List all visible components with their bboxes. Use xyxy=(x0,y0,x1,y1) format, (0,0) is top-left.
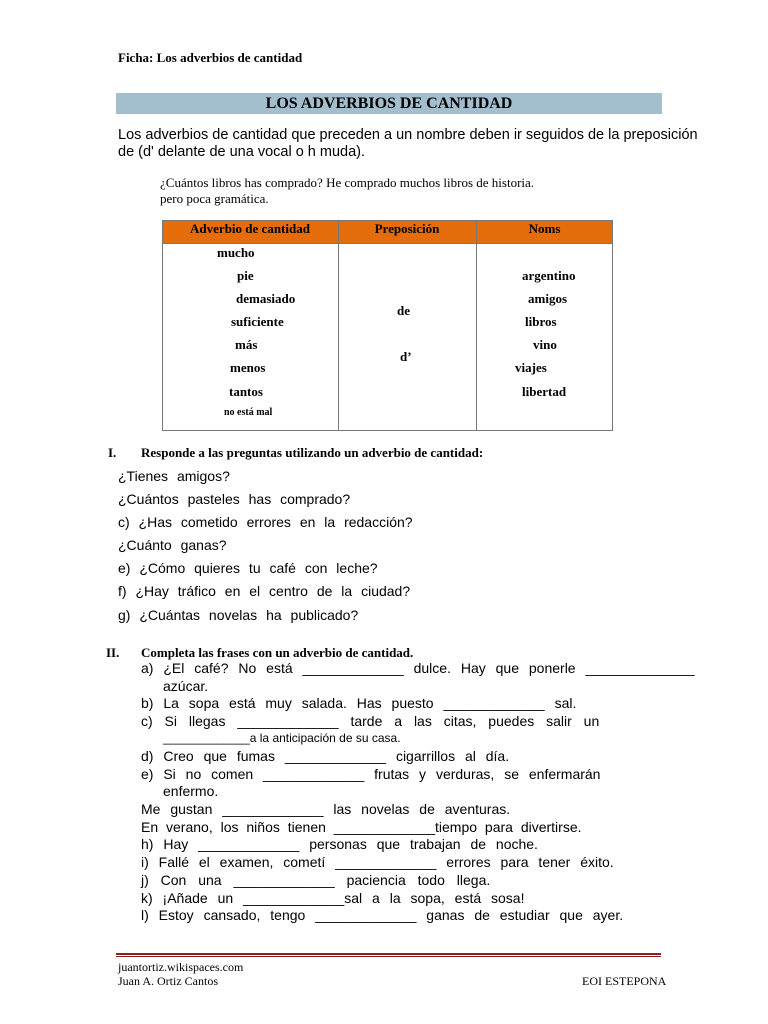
table-border-right xyxy=(612,220,613,431)
adverb-cell: suficiente xyxy=(231,314,284,329)
question-item: e) ¿Cómo quieres tu café con leche? xyxy=(118,560,378,576)
exercise-line: En verano, los niños tienen _____________tiempo para divertirse. xyxy=(141,819,582,835)
footer-site: juantortiz.wikispaces.com xyxy=(118,960,244,974)
header-adverb: Adverbio de cantidad xyxy=(162,220,338,243)
intro-paragraph: Los adverbios de cantidad que preceden a un nombre deben ir seguidos de la preposición de (d' delante de una vocal o h muda). xyxy=(118,127,698,160)
header-preposition: Preposición xyxy=(338,220,476,243)
preposition-cell: d’ xyxy=(400,349,412,364)
noun-cell: amigos xyxy=(528,291,567,306)
exercise-line: k) ¡Añade un _____________sal a la sopa, está sosa! xyxy=(141,890,525,906)
footer-rule-thin xyxy=(116,956,661,957)
exercise-line: c) Si llegas _____________ tarde a las citas, puedes salir un xyxy=(141,713,600,729)
footer-rule xyxy=(116,953,661,955)
noun-cell: libertad xyxy=(522,384,567,399)
adverb-cell: demasiado xyxy=(236,291,296,306)
exercise-line: b) La sopa está muy salada. Has puesto _____________ sal. xyxy=(141,695,577,711)
table-border-top xyxy=(162,220,613,221)
exercise-line: l) Estoy cansado, tengo _____________ ganas de estudiar que ayer. xyxy=(141,907,624,923)
footer-author: Juan A. Ortiz Cantos xyxy=(118,974,218,988)
preposition-cell: de xyxy=(397,303,410,318)
question-item: ¿Tienes amigos? xyxy=(118,468,230,484)
table-border-left xyxy=(162,220,163,431)
exercise-line: i) Fallé el examen, cometí _____________ errores para tener éxito. xyxy=(141,854,614,870)
adverb-table xyxy=(162,220,613,431)
exercise-line: e) Si no comen _____________ frutas y verduras, se enfermarán xyxy=(141,766,601,782)
section-2-title: Completa las frases con un adverbio de cantidad. xyxy=(141,645,414,660)
exercise-line: d) Creo que fumas _____________ cigarrillos al día. xyxy=(141,748,510,764)
adverb-cell: pie xyxy=(237,268,254,283)
exercise-line: j) Con una _____________ paciencia todo llega. xyxy=(141,872,491,888)
adverb-cell: tantos xyxy=(229,384,263,399)
exercise-line: Me gustan _____________ las novelas de aventuras. xyxy=(141,801,511,817)
adverb-cell: más xyxy=(235,337,258,352)
question-item: g) ¿Cuántas novelas ha publicado? xyxy=(118,607,359,623)
question-item: f) ¿Hay tráfico en el centro de la ciudad? xyxy=(118,583,411,599)
section-2-numeral: II. xyxy=(106,645,120,660)
question-item: c) ¿Has cometido errores en la redacción? xyxy=(118,514,413,530)
adverb-cell: mucho xyxy=(217,245,255,260)
question-item: ¿Cuántos pasteles has comprado? xyxy=(118,491,351,507)
example-line-2: pero poca gramática. xyxy=(160,191,269,206)
exercise-line: azúcar. xyxy=(163,678,209,694)
exercise-line: _____________a la anticipación de su casa. xyxy=(163,731,401,745)
table-border-bottom xyxy=(162,430,613,431)
noun-cell: vino xyxy=(533,337,557,352)
noun-cell: argentino xyxy=(522,268,576,283)
noun-cell: libros xyxy=(525,314,557,329)
header-nouns: Noms xyxy=(476,220,613,243)
exercise-line: h) Hay _____________ personas que trabajan de noche. xyxy=(141,836,538,852)
exercise-line: enfermo. xyxy=(163,783,219,799)
section-1-numeral: I. xyxy=(108,445,117,460)
example-line-1: ¿Cuántos libros has comprado? He comprado muchos libros de historia. xyxy=(160,175,535,190)
table-col-divider-1 xyxy=(338,220,339,431)
exercise-line: a) ¿El café? No está _____________ dulce. Hay que ponerle ______________ xyxy=(141,660,695,676)
noun-cell: viajes xyxy=(515,360,547,375)
table-header-rule xyxy=(162,243,613,244)
section-1-title: Responde a las preguntas utilizando un adverbio de cantidad: xyxy=(141,445,484,460)
table-col-divider-2 xyxy=(476,220,477,431)
question-item: ¿Cuánto ganas? xyxy=(118,537,227,553)
worksheet-label: Ficha: Los adverbios de cantidad xyxy=(118,50,303,65)
adverb-cell: no está mal xyxy=(224,407,273,418)
adverb-cell: menos xyxy=(230,360,266,375)
title-banner: LOS ADVERBIOS DE CANTIDAD xyxy=(116,93,662,114)
footer-school: EOI ESTEPONA xyxy=(582,974,667,988)
